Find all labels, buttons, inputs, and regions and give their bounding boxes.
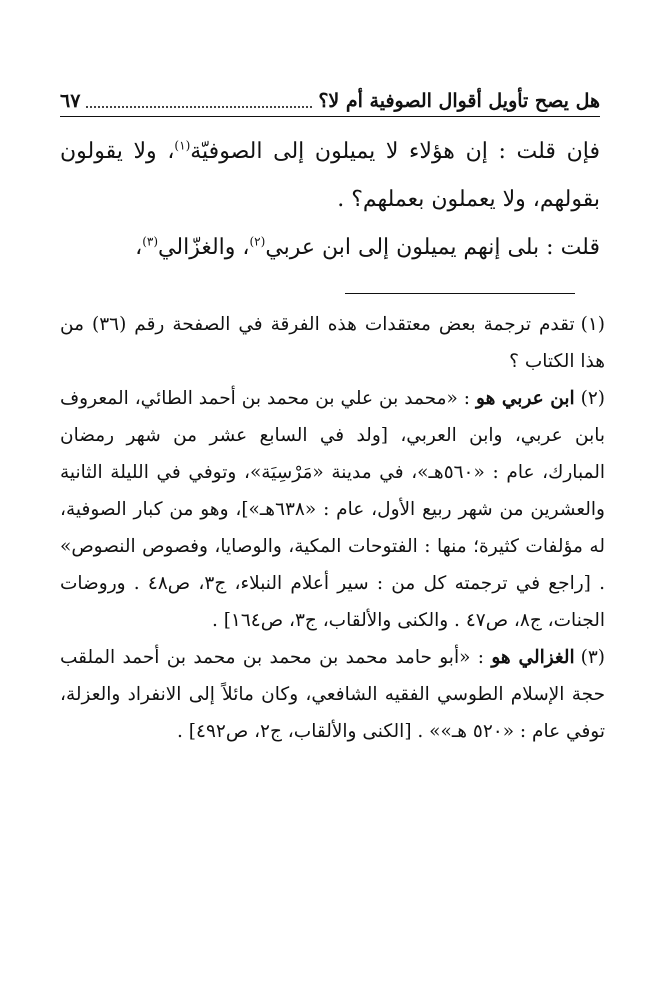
- header-title: هل يصح تأويل أقوال الصوفية أم لا؟: [318, 90, 600, 112]
- footnote-text: تقدم ترجمة بعض معتقدات هذه الفرقة في الصفحة رقم (٣٦) من هذا الكتاب ؟: [60, 314, 605, 372]
- paragraph-1-text-a: فإن قلت : إن هؤلاء لا يميلون إلى الصوفيّة: [190, 139, 600, 164]
- paragraph-1: [60, 128, 600, 224]
- footnote-3: [60, 639, 605, 750]
- running-header: [60, 86, 600, 117]
- footnote-ref-1: (١): [174, 138, 191, 153]
- footnote-ref-3: (٣): [142, 234, 159, 249]
- paragraph-1-text-b: ، ولا يقولون بقولهم، ولا يعملون بعملهم؟ .: [60, 139, 600, 212]
- paragraph-2: [60, 224, 600, 272]
- page-number: ٦٧: [60, 90, 81, 112]
- footnote-1: [60, 306, 605, 380]
- footnote-ref-2: (٢): [249, 234, 266, 249]
- footnote-term: ابن عربي هو: [476, 388, 575, 409]
- footnote-text: : «محمد بن علي بن محمد بن أحمد الطائي، المعروف بابن عربي، وابن العربي، [ولد في السابع عشر من شهر رمضان المبارك، عام : «٥٦٠هـ»، في مدينة «مَرْسِيَة»، وتوفي في الليلة الثانية والعشرين من شهر ربيع الأول، عام : «٦٣٨هـ»]، وهو من كبار الصوفية، له مؤلفات كثيرة؛ منها : الفتوحات المكية، والوصايا، وفصوص النصوص» . [راجع في ترجمته كل من : سير أعلام النبلاء، ج٣، ص٤٨ . وروضات الجنات، ج٨، ص٤٧ . والكنى والألقاب، ج٣، ص١٦٤] .: [60, 388, 606, 631]
- paragraph-2-text-b: ، والغزّالي: [158, 235, 250, 260]
- footnote-number: (٣): [580, 647, 606, 668]
- paragraph-2-text-a: قلت : بلى إنهم يميلون إلى ابن عربي: [265, 235, 600, 260]
- footnote-text: : «أبو حامد محمد بن محمد بن محمد بن أحمد الملقب حجة الإسلام الطوسي الفقيه الشافعي، وكان مائلاً إلى الانفراد والعزلة، توفي عام : «٥٢٠ هـ»» . [الكنى والألقاب، ج٢، ص٤٩٢] .: [60, 647, 606, 742]
- paragraph-2-text-c: ،: [135, 235, 143, 260]
- footnote-number: (١): [580, 314, 606, 335]
- footnote-2: [60, 380, 605, 639]
- dot-leader: [86, 94, 312, 108]
- footnote-separator: [345, 293, 575, 294]
- main-text: [60, 128, 600, 272]
- footnote-term: الغزالي هو: [491, 647, 575, 668]
- footnote-number: (٢): [580, 388, 605, 409]
- footnotes: [60, 306, 605, 750]
